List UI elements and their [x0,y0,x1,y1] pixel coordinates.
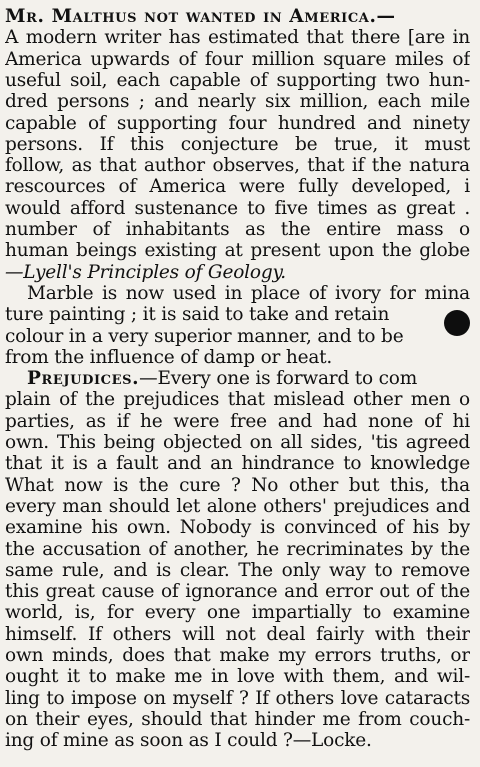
text-line: number of inhabitants as the entire mass o [5,219,470,240]
text-line: himself. If others will not deal fairly with their [5,623,470,645]
article-title-line [5,6,470,27]
text-line: capable of supporting four hundred and ninety [5,112,470,134]
text-line: this great cause of ignorance and error out of the [5,581,470,603]
text-line: ling to impose on myself ? If others love cataracts [5,687,470,709]
article-title-line [27,368,470,389]
text-line: would afford sustenance to five times as great . [5,197,470,219]
text-span: —Every one is forward to com [139,368,418,390]
text-line: that it is a fault and an hindrance to knowledge [5,453,470,475]
article-title: Prejudices. [27,368,140,390]
title-dash: — [376,6,396,27]
text-line: world, is, for every one impartially to examine [5,602,470,624]
text-line: ing of mine as soon as I could ?—Locke. [5,730,372,752]
text-line: America upwards of four million square miles of [5,48,470,70]
text-line: from the influence of damp or heat. [5,346,333,368]
text-line: every man should let alone others' prejudices and [5,495,470,517]
text-line: useful soil, each capable of supporting two hun- [5,69,470,91]
citation-line: —Lyell's Principles of Geology. [5,261,286,283]
text-line: own. This being objected on all sides, 'tis agreed [5,432,470,453]
text-line: What now is the cure ? No other but this, tha [5,474,470,496]
text-line: colour in a very superior manner, and to be [5,325,404,347]
text-line: rescources of America were fully developed, i [5,176,470,198]
text-line: ture painting ; it is said to take and retain [5,304,390,326]
text-line: Marble is now used in place of ivory for mina [27,282,470,304]
article-title: Mr. Malthus not wanted in America. [5,6,377,27]
text-line: ought it to make me in love with them, and wil- [5,666,470,688]
text-line: parties, as if he were free and had none of hi [5,410,470,432]
text-line: the accusation of another, he recriminates by the [5,538,470,560]
text-line: plain of the prejudices that mislead other men o [5,389,470,411]
ink-blot [444,310,470,336]
text-line: own minds, does that make my errors truths, or [5,645,470,666]
text-line: A modern writer has estimated that there [are in [5,27,470,49]
text-line: examine his own. Nobody is convinced of his by [5,517,470,539]
text-line: same rule, and is clear. The only way to remove [5,559,470,581]
text-line: persons. If this conjecture be true, it must [5,133,470,155]
text-line: on their eyes, should that hinder me from couch- [5,708,470,730]
text-line: human beings existing at present upon the globe [5,240,470,262]
text-line: follow, as that author observes, that if the natura [5,155,470,177]
text-line: dred persons ; and nearly six million, each mile [5,91,470,113]
